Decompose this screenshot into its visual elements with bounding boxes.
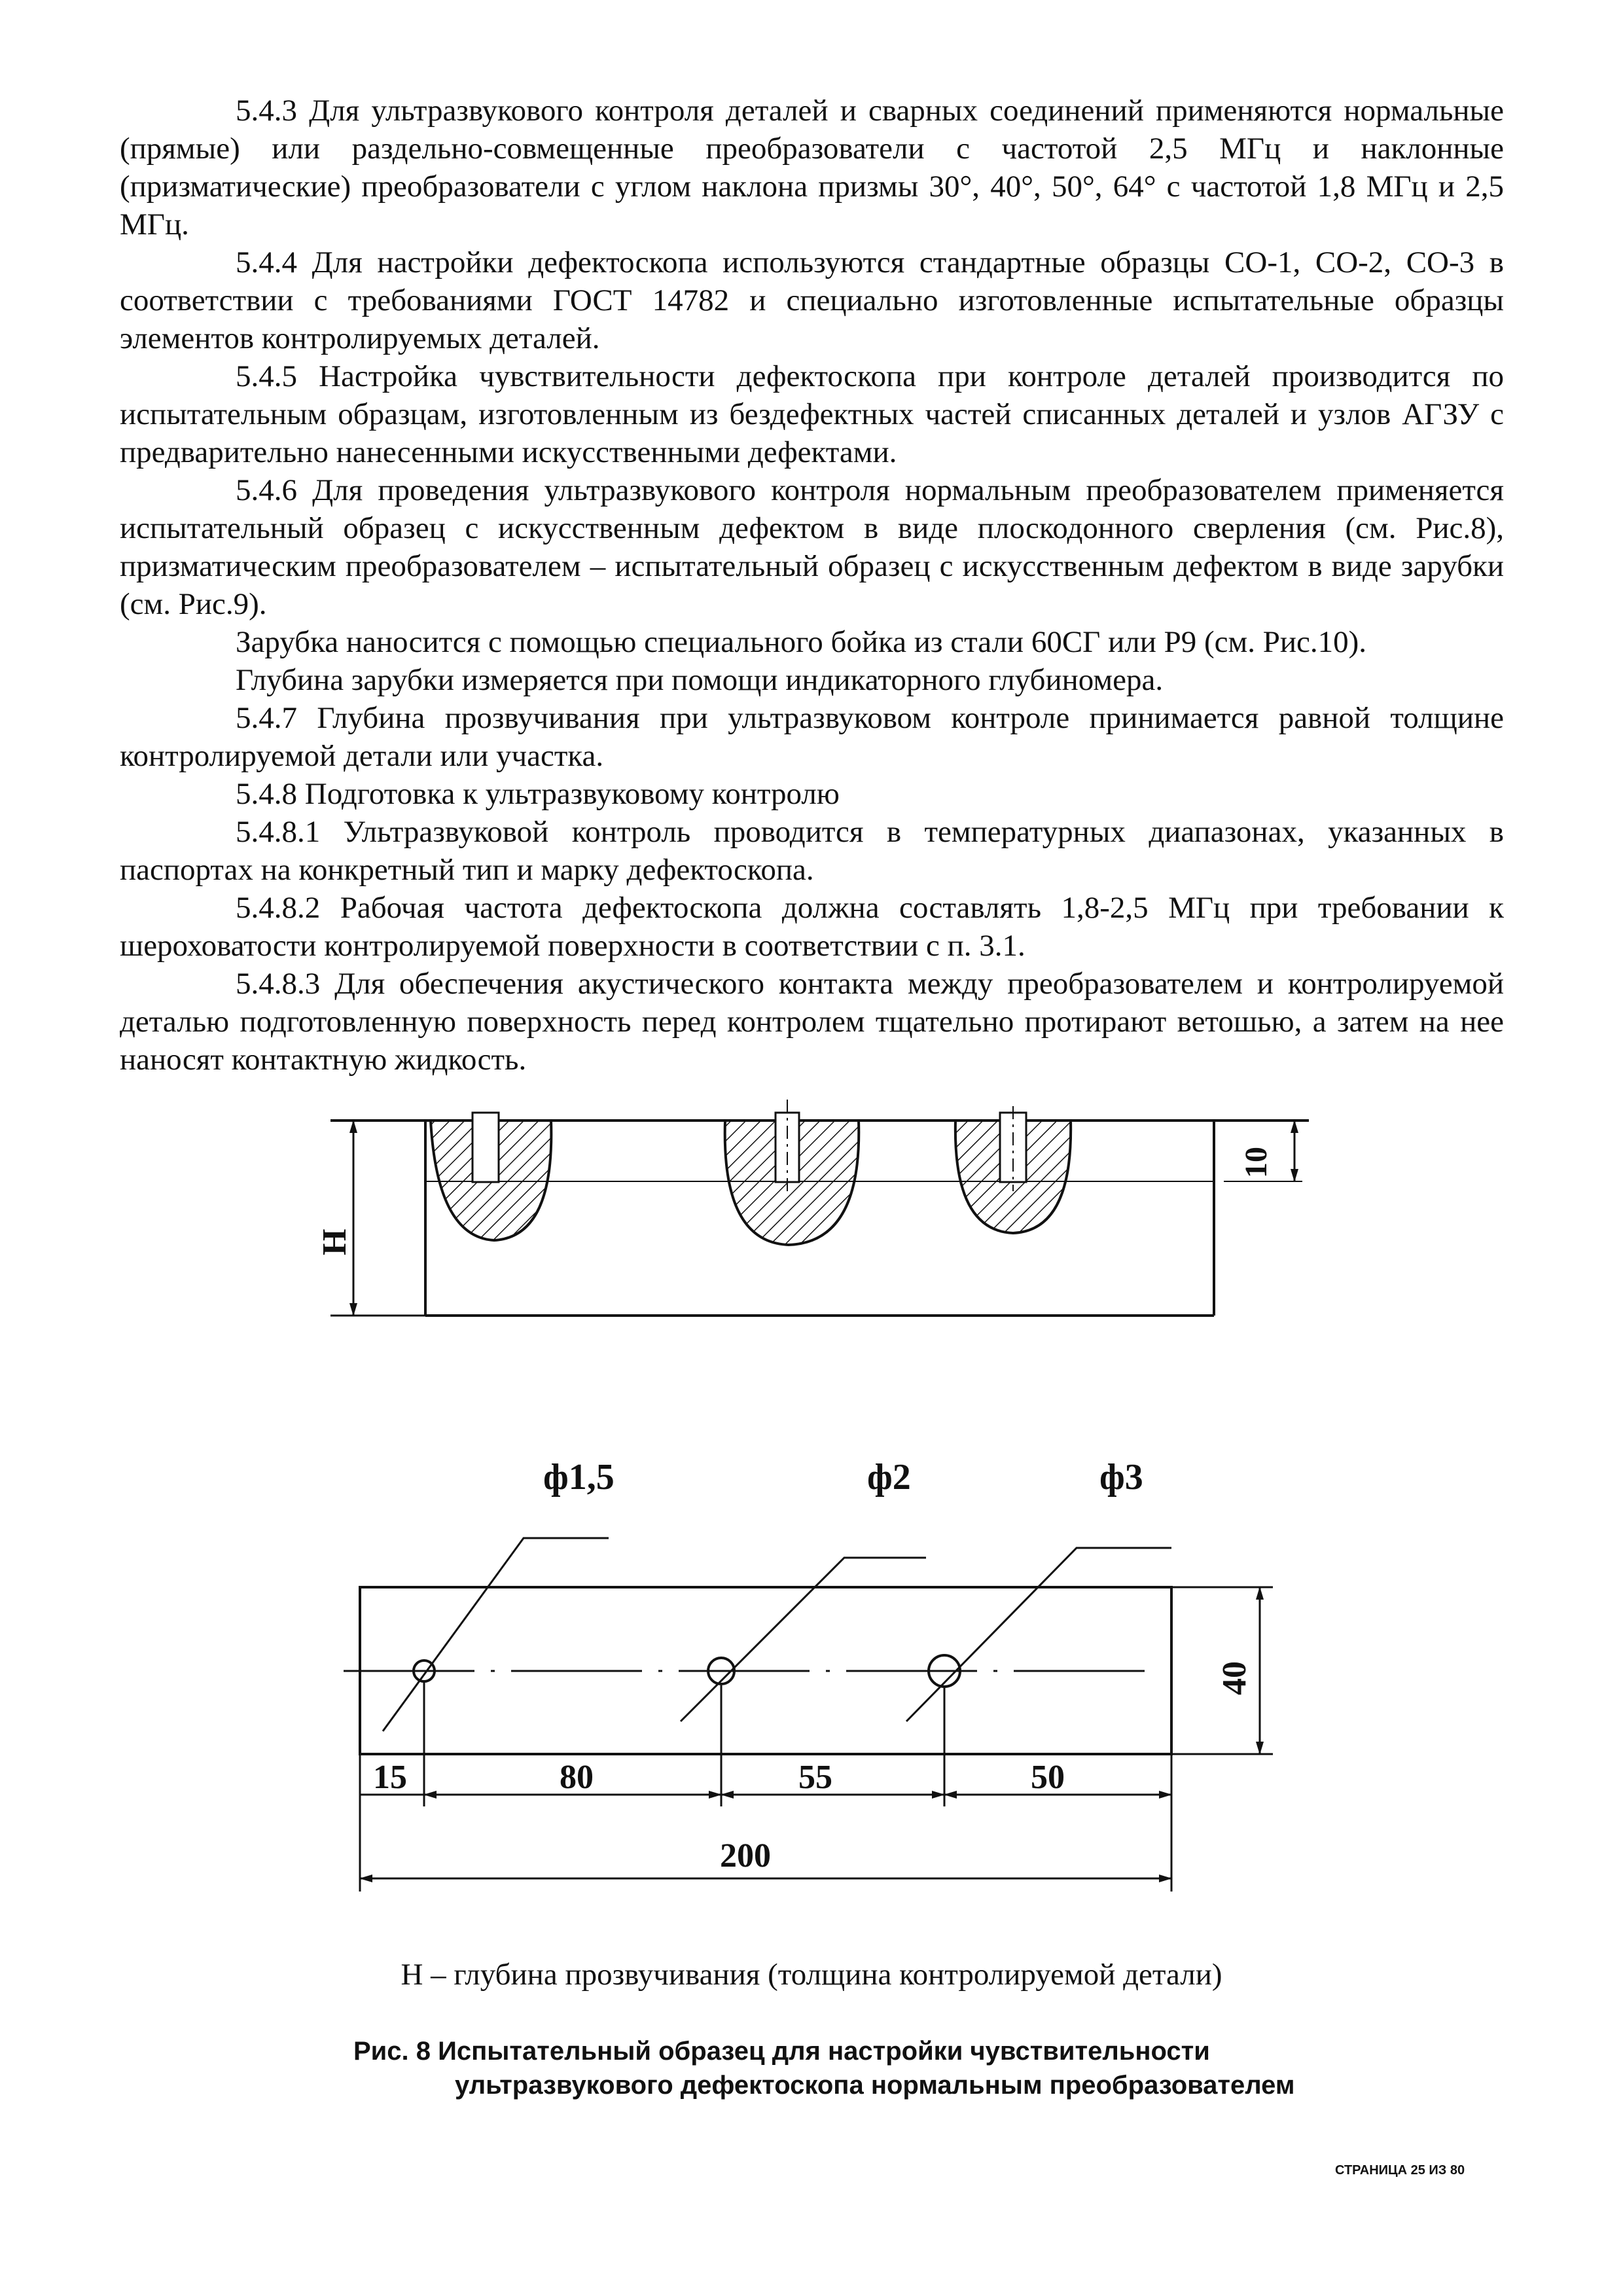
dim-10-label: 10: [1239, 1147, 1274, 1178]
leader-d2: [681, 1558, 926, 1721]
paragraph-notch-depth: Глубина зарубки измеряется при помощи индикаторного глубиномера.: [236, 663, 1164, 697]
plan-view: [344, 1538, 1273, 1892]
figure-caption: [353, 2034, 1294, 2102]
diameter-label-3: ф3: [1099, 1457, 1143, 1498]
depth-note: H – глубина прозвучивания (толщина контролируемой детали): [401, 1958, 1222, 1992]
dim-200-label: 200: [720, 1837, 771, 1874]
dim-80-label: 80: [560, 1759, 594, 1796]
paragraph-notch: Зарубка наносится с помощью специального бойка из стали 60СГ или Р9 (см. Рис.10).: [236, 625, 1367, 659]
paragraph-5-4-3: 5.4.3 Для ультразвукового контроля деталей и сварных соединений применяются нормальные (прямые) или раздельно-совмещенные преобразователи с частотой 2,5 МГц и наклонные (призматические) преобразователи с углом наклона призмы 30°, 40°, 50°, 64° с частотой 1,8 МГц и 2,5 МГц.: [120, 94, 1504, 242]
diameter-label-1-5: ф1,5: [543, 1457, 615, 1498]
dim-40-label: 40: [1216, 1661, 1253, 1695]
dim-15-label: 15: [373, 1759, 407, 1796]
depth-label-h: H: [316, 1229, 353, 1255]
caption-line-2: ультразвукового дефектоскопа нормальным преобразователем: [455, 2071, 1295, 2100]
leader-d3: [906, 1548, 1171, 1721]
page-number: СТРАНИЦА 25 ИЗ 80: [1335, 2163, 1465, 2178]
diameter-label-2: ф2: [867, 1457, 911, 1498]
paragraph-5-4-7: 5.4.7 Глубина прозвучивания при ультразвуковом контроле принимается равной толщине контролируемой детали или участка.: [120, 701, 1504, 773]
hole-section-1: [431, 1113, 551, 1240]
leader-d1: [383, 1538, 609, 1731]
paragraph-5-4-4: 5.4.4 Для настройки дефектоскопа используются стандартные образцы СО-1, СО-2, СО-3 в соответствии с требованиями ГОСТ 14782 и специально изготовленные испытательные образцы элементов контролируемых деталей.: [120, 245, 1504, 355]
caption-line-1: Рис. 8 Испытательный образец для настройки чувствительности: [353, 2037, 1210, 2066]
paragraph-5-4-8: 5.4.8 Подготовка к ультразвуковому контролю: [236, 777, 840, 811]
hole-section-3: [955, 1106, 1071, 1233]
paragraph-5-4-6: 5.4.6 Для проведения ультразвукового контроля нормальным преобразователем применяется испытательный образец с искусственным дефектом в виде плоскодонного сверления (см. Рис.8), призматическим преобразователем – испытательный образец с искусственным дефектом в виде зарубки (см. Рис.9).: [120, 473, 1504, 621]
paragraph-5-4-8-1: 5.4.8.1 Ультразвуковой контроль проводится в температурных диапазонах, указанных в паспортах на конкретный тип и марку дефектоскопа.: [120, 815, 1504, 887]
dim-55-label: 55: [798, 1759, 832, 1796]
paragraph-5-4-5: 5.4.5 Настройка чувствительности дефектоскопа при контроле деталей производится по испытательным образцам, изготовленным из бездефектных частей списанных деталей и узлов АГЗУ с предварительно нанесенными искусственными дефектами.: [120, 359, 1504, 469]
paragraph-5-4-8-3: 5.4.8.3 Для обеспечения акустического контакта между преобразователем и контролируемой деталью подготовленную поверхность перед контролем тщательно протирают ветошью, а затем на нее наносят контактную жидкость.: [120, 967, 1504, 1077]
section-view: [330, 1100, 1309, 1316]
hole-section-2: [725, 1100, 859, 1245]
dim-50-label: 50: [1031, 1759, 1065, 1796]
paragraph-5-4-8-2: 5.4.8.2 Рабочая частота дефектоскопа должна составлять 1,8-2,5 МГц при требовании к шероховатости контролируемой поверхности в соответствии с п. 3.1.: [120, 891, 1504, 963]
